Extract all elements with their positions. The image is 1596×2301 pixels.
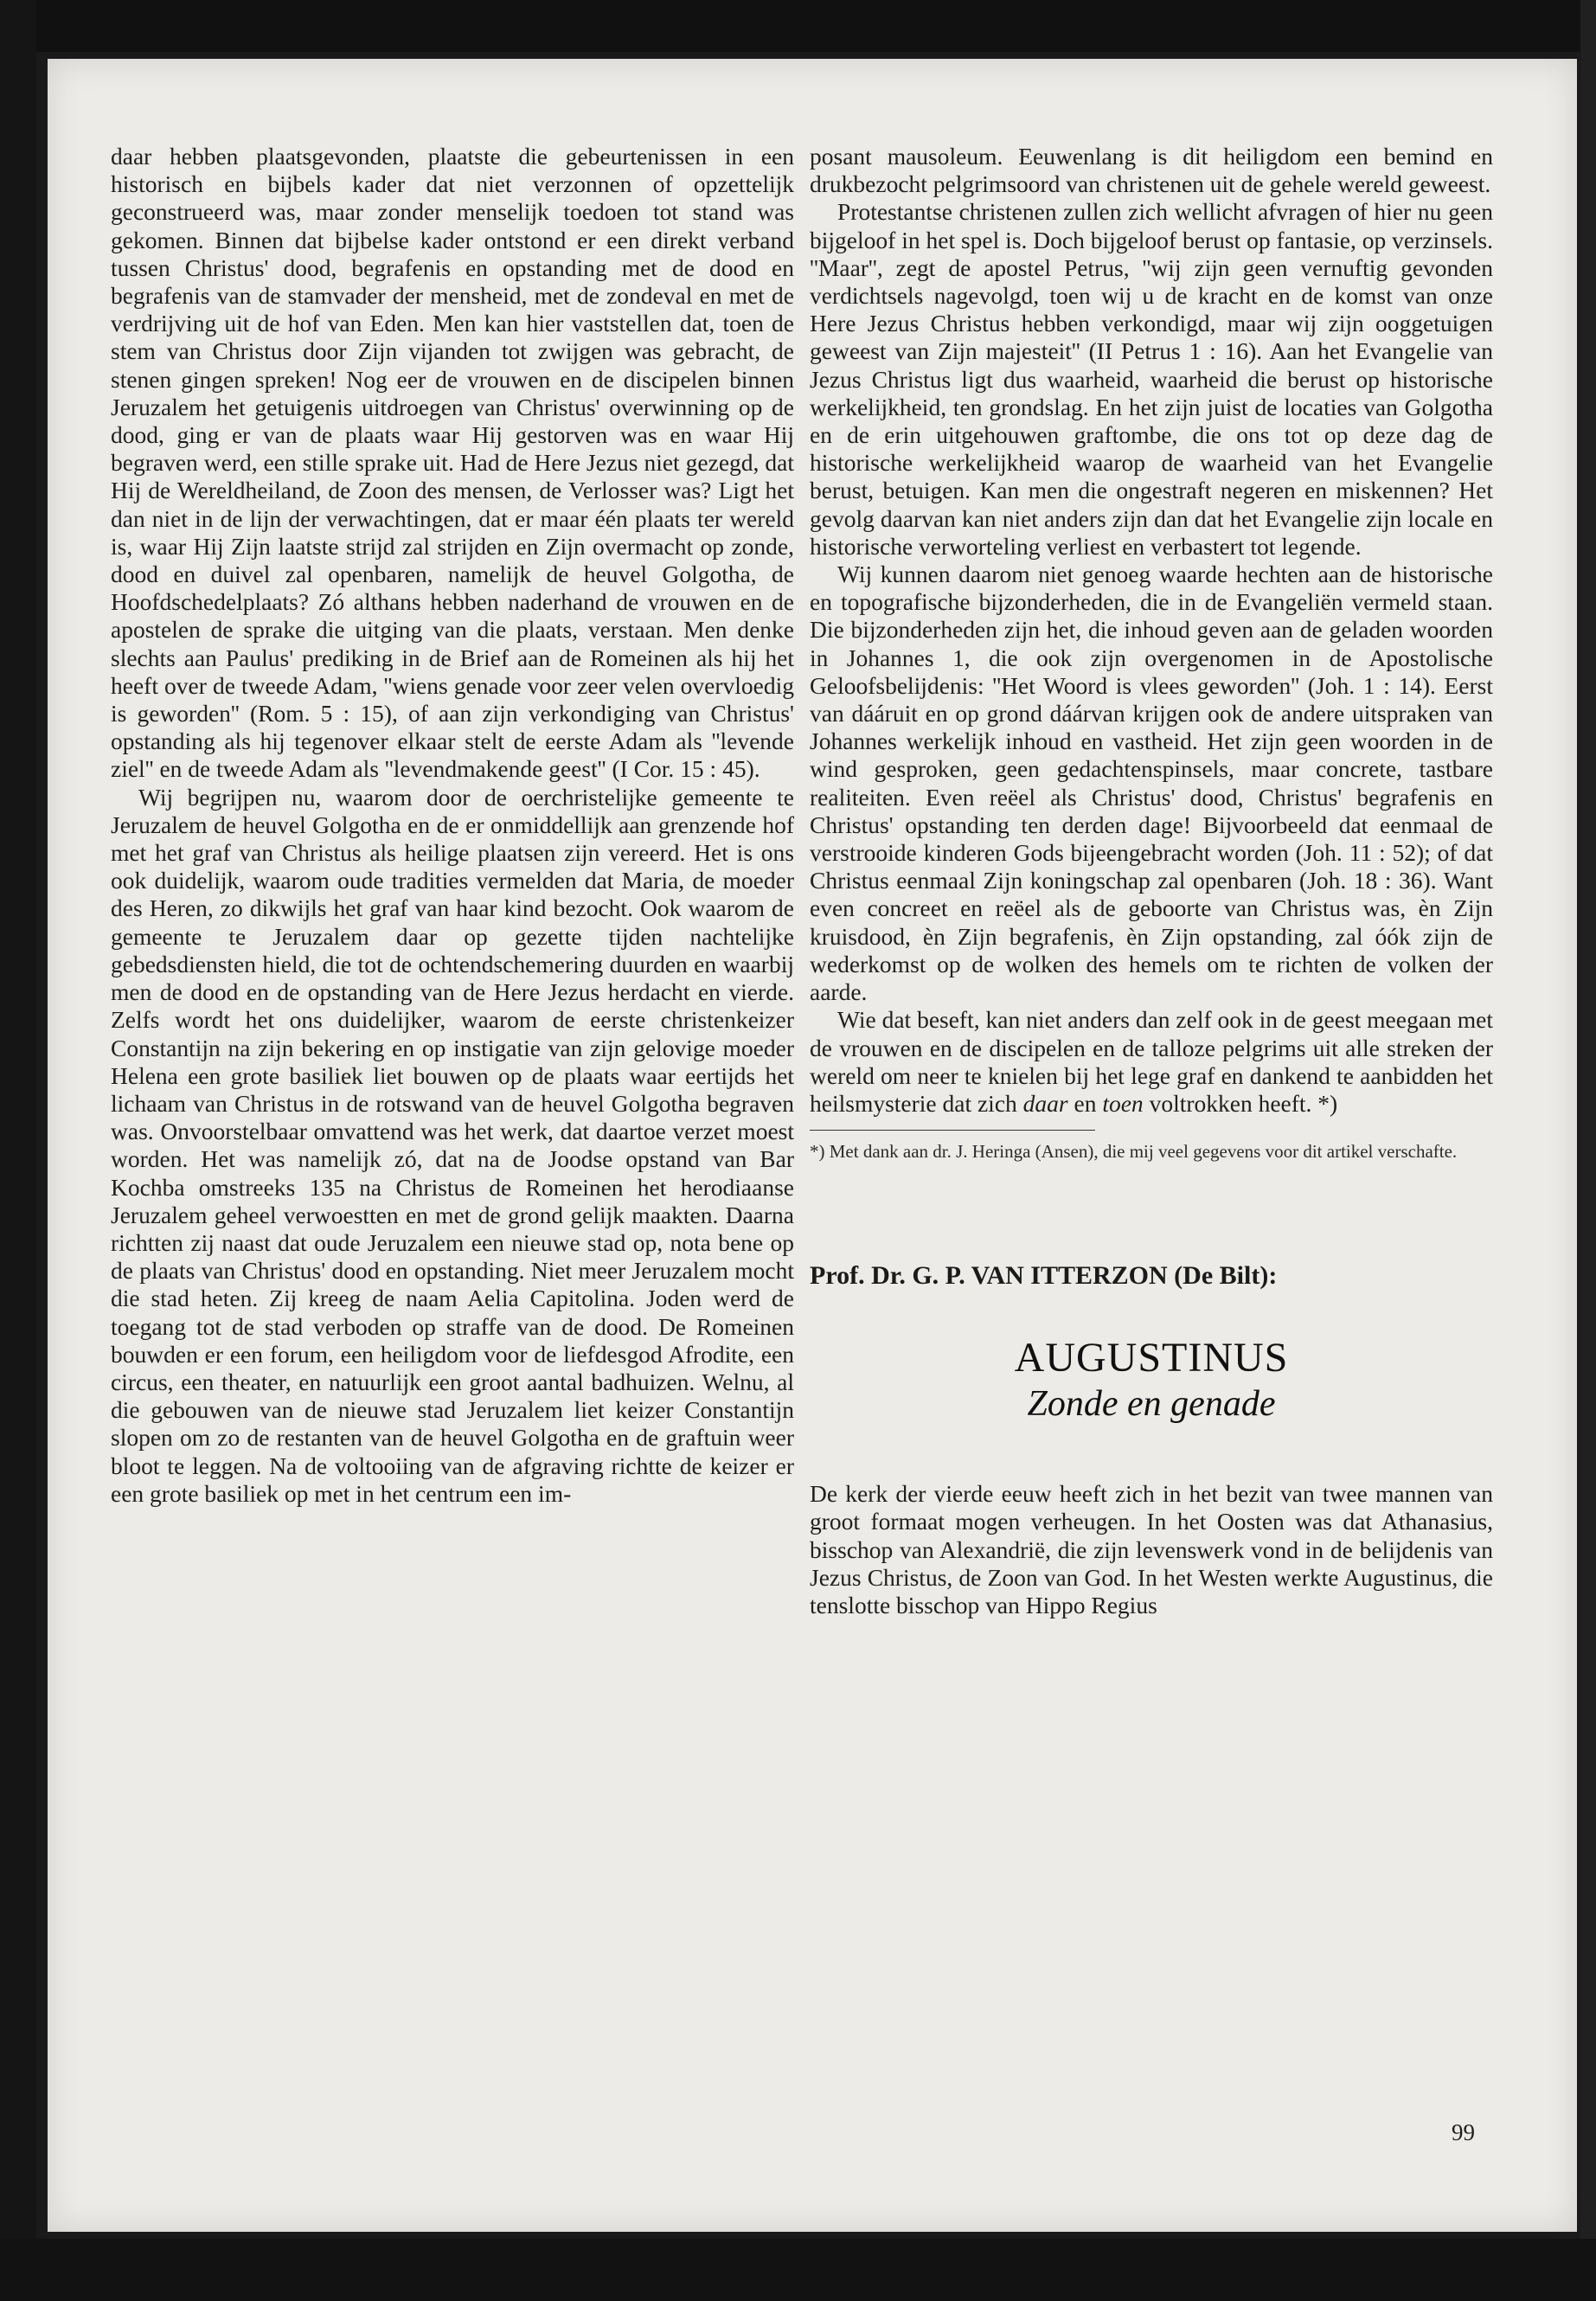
- footnote: *) Met dank aan dr. J. Heringa (Ansen), die mij veel gegevens voor dit artikel verschafte.: [810, 1141, 1458, 1163]
- right-paragraph-1: posant mausoleum. Eeuwenlang is dit heiligdom een bemind en drukbezocht pelgrimsoord van christenen uit de gehele wereld geweest.: [810, 143, 1493, 198]
- right-paragraph-3: Wij kunnen daarom niet genoeg waarde hechten aan de historische en topografische bijzonderheden, die in de Evangeliën vermeld staan. Die bijzonderheden zijn het, die inhoud geven aan de geladen woorden in Johannes 1, die ook zijn overgenomen in de Apostolische Geloofsbelijdenis: ''Het Woord is vlees geworden'' (Joh. 1 : 14). Eerst van dááruit en op grond dáárvan krijgen ook de andere uitspraken van Johannes werkelijk inhoud en vastheid. Het zijn geen woorden in de wind gesproken, geen gedachtenspinsels, maar concrete, tastbare realiteiten. Even reëel als Christus' dood, Christus' begrafenis en Christus' opstanding ten derden dage! Bijvoorbeeld dat eenmaal de verstrooide kinderen Gods bijeengebracht worden (Joh. 11 : 52); of dat Christus eenmaal Zijn koningschap zal openbaren (Joh. 18 : 36). Want even concreet en reëel als de geboorte van Christus was, èn Zijn kruisdood, èn Zijn begrafenis, èn Zijn opstanding, zal óók zijn de wederkomst op de wolken des hemels om te richten de volken der aarde.: [810, 561, 1493, 1006]
- right-paragraph-4-text: Wie dat beseft, kan niet anders dan zelf ook in de geest meegaan met de vrouwen en de discipelen en de talloze pelgrims uit alle streken der wereld om neer te knielen bij het lege graf en dankend te aanbidden het heilsmysterie dat zich: [810, 1006, 1493, 1117]
- article-byline: Prof. Dr. G. P. VAN ITTERZON (De Bilt):: [810, 1261, 1278, 1291]
- right-paragraph-4: [810, 1006, 1493, 1118]
- article-title: AUGUSTINUS: [1014, 1335, 1289, 1381]
- connector-word: en: [1074, 1089, 1097, 1117]
- right-paragraph-2: Protestantse christenen zullen zich wellicht afvragen of hier nu geen bijgeloof in het spel is. Doch bijgeloof berust op fantasie, op verzinsels. ''Maar'', zegt de apostel Petrus, ''wij zijn geen vernuftig gevonden verdichtsels nagevolgd, toen wij u de kracht en de komst van onze Here Jezus Christus hebben verkondigd, maar wij zijn ooggetuigen geweest van Zijn majesteit'' (II Petrus 1 : 16). Aan het Evangelie van Jezus Christus ligt dus waarheid, waarheid die berust op historische werkelijkheid, ten grondslag. En het zijn juist de locaties van Golgotha en de erin uitgehouwen graftombe, die ons tot op deze dag de historische werkelijkheid waarop de waarheid van het Evangelie berust, betuigen. Kan men die ongestraft negeren en miskennen? Het gevolg daarvan kan niet anders zijn dan dat het Evangelie zijn locale en historische verworteling verliest en verbastert tot legende.: [810, 198, 1493, 560]
- document-page: [48, 59, 1577, 2232]
- scan-left-edge: [0, 0, 36, 2301]
- right-column: [810, 143, 1493, 1619]
- italic-word-daar: daar: [1022, 1089, 1068, 1117]
- scan-top-edge: [0, 0, 1596, 52]
- left-column: [111, 143, 794, 1508]
- page-number: 99: [1452, 2119, 1475, 2145]
- scan-right-edge: [1580, 0, 1596, 2301]
- left-paragraph-2: Wij begrijpen nu, waarom door de oerchristelijke gemeente te Jeruzalem de heuvel Golgotha en de er onmiddellijk aan grenzende hof met het graf van Christus als heilige plaatsen zijn vereerd. Het is ons ook duidelijk, waarom oude tradities vermelden dat Maria, de moeder des Heren, zo dikwijls het graf van haar kind bezocht. Ook waarom de gemeente te Jeruzalem daar op gezette tijden nachtelijke gebedsdiensten hield, die tot de ochtendschemering duurden en waarbij men de dood en de opstanding van de Here Jezus herdacht en vierde. Zelfs wordt het ons duidelijker, waarom de eerste christenkeizer Constantijn na zijn bekering en op instigatie van zijn gelovige moeder Helena een grote basiliek liet bouwen op de plaats waar eertijds het lichaam van Christus in de rotswand van de heuvel Golgotha begraven was. Onvoorstelbaar omvattend was het werk, dat daartoe verzet moest worden. Het was namelijk zó, dat na de Joodse opstand van Bar Kochba omstreeks 135 na Christus de Romeinen het herodiaanse Jeruzalem geheel verwoestten en met de grond gelijk maakten. Daarna richtten zij naast dat oude Jeruzalem een nieuwe stad op, nota bene op de plaats van Christus' dood en opstanding. Niet meer Jeruzalem mocht die stad heten. Zij kreeg de naam Aelia Capitolina. Joden werd de toegang tot de stad verboden op straffe van de dood. De Romeinen bouwden er een forum, een heiligdom voor de liefdesgod Afrodite, een circus, een theater, en natuurlijk een groot aantal badhuizen. Welnu, al die gebouwen van de nieuwe stad Jeruzalem liet keizer Constantijn slopen om zo de restanten van de heuvel Golgotha en de graftuin weer bloot te leggen. Na de voltooiing van de afgraving richtte de keizer er een grote basiliek op met in het centrum een im-: [111, 783, 794, 1507]
- paragraph-tail: voltrokken heeft. *): [1149, 1089, 1338, 1117]
- footnote-divider: [810, 1130, 1095, 1131]
- article-intro-paragraph: De kerk der vierde eeuw heeft zich in het bezit van twee mannen van groot formaat mogen verheugen. In het Oosten was dat Athanasius, bisschop van Alexandrië, die zijn levenswerk vond in de belijdenis van Jezus Christus, de Zoon van God. In het Westen werkte Augustinus, die tenslotte bisschop van Hippo Regius: [810, 1480, 1493, 1618]
- left-paragraph-1: daar hebben plaatsgevonden, plaatste die gebeurtenissen in een historisch en bijbels kader dat niet verzonnen of opzettelijk geconstrueerd was, maar zonder menselijk toedoen tot stand was gekomen. Binnen dat bijbelse kader ontstond er een direkt verband tussen Christus' dood, begrafenis en opstanding met de dood en begrafenis van de stamvader der mensheid, met de zondeval en met de verdrijving uit de hof van Eden. Men kan hier vaststellen dat, toen de stem van Christus door Zijn vijanden tot zwijgen was gebracht, de stenen gingen spreken! Nog eer de vrouwen en de discipelen binnen Jeruzalem het getuigenis uitdroegen van Christus' overwinning op de dood, ging er van de plaats waar Hij gestorven was en waar Hij begraven werd, een stille sprake uit. Had de Here Jezus niet gezegd, dat Hij de Wereldheiland, de Zoon des mensen, de Verlosser was? Ligt het dan niet in de lijn der verwachtingen, dat er maar één plaats ter wereld is, waar Hij Zijn laatste strijd zal strijden en Zijn overmacht op zonde, dood en duivel zal openbaren, namelijk de heuvel Golgotha, de Hoofdschedelplaats? Zó althans hebben naderhand de vrouwen en de apostelen de sprake die uitging van die plaats, verstaan. Men denke slechts aan Paulus' prediking in de Brief aan de Romeinen als hij het heeft over de tweede Adam, ''wiens genade voor zeer velen overvloedig is geworden'' (Rom. 5 : 15), of aan zijn verkondiging van Christus' opstanding als hij tegenover elkaar stelt de eerste Adam als ''levende ziel'' en de tweede Adam als ''levendmakende geest'' (I Cor. 15 : 45).: [111, 143, 794, 783]
- scan-bottom-edge: [0, 2239, 1596, 2301]
- article-subtitle: Zonde en genade: [1027, 1384, 1276, 1425]
- italic-word-toen: toen: [1102, 1089, 1144, 1117]
